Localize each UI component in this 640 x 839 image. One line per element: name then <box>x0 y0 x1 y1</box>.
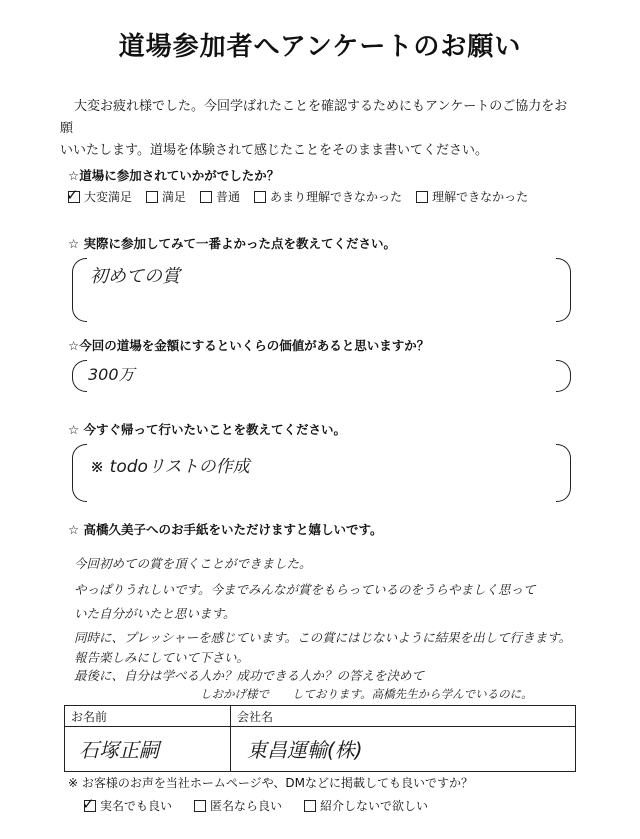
q5-label: ☆ 高橋久美子へのお手紙をいただけますと嬉しいです。 <box>68 522 383 537</box>
option-label: 満足 <box>162 190 187 204</box>
name-label: お名前 <box>71 710 108 724</box>
consent-option-real-name[interactable] <box>82 794 173 814</box>
q2-label: ☆ 実際に参加してみて一番よかった点を教えてください。 <box>68 236 397 251</box>
table-divider <box>65 726 575 727</box>
checkbox[interactable] <box>146 191 158 203</box>
checkbox[interactable] <box>200 191 212 203</box>
name-company-table <box>64 705 576 772</box>
q3-answer[interactable]: 300万 <box>88 365 135 384</box>
checkbox[interactable] <box>254 191 266 203</box>
answer-bracket-right <box>556 258 571 322</box>
checkbox[interactable] <box>304 800 316 812</box>
option-label: 実名でも良い <box>100 799 173 813</box>
q1-option-satisfied[interactable] <box>146 188 186 205</box>
name-field[interactable]: 石塚正嗣 <box>79 738 159 762</box>
answer-bracket-left <box>72 360 87 392</box>
consent-option-do-not-publish[interactable] <box>304 797 428 814</box>
company-label: 会社名 <box>237 710 274 724</box>
q1-options <box>66 185 529 205</box>
consent-options <box>82 794 429 814</box>
check-mark-icon: ✓ <box>82 794 95 813</box>
q1-option-not-understood[interactable] <box>416 188 528 205</box>
option-label: 匿名なら良い <box>210 799 283 813</box>
q1-option-very-satisfied[interactable] <box>66 185 133 205</box>
letter-line[interactable]: しおかげ様で しております。高橋先生から学んでいるのに。 <box>200 687 533 701</box>
q1-option-not-well-understood[interactable] <box>254 188 402 205</box>
letter-line[interactable]: 今回初めての賞を頂くことができました。 <box>74 556 312 571</box>
letter-line[interactable]: いた自分がいたと思います。 <box>74 606 236 621</box>
q4-answer[interactable]: ※ todoリストの作成 <box>90 457 250 477</box>
letter-line[interactable]: 最後に、自分は学べる人か？成功できる人か？の答えを決めて <box>74 668 425 683</box>
table-divider <box>230 706 231 771</box>
checkbox[interactable] <box>82 794 96 813</box>
q1-label: ☆道場に参加されていかがでしたか？ <box>68 168 280 183</box>
answer-bracket-right <box>556 360 571 392</box>
letter-line[interactable]: 同時に、プレッシャーを感じています。この賞にはじないように結果を出して行きます。 <box>74 630 572 645</box>
q3-label: ☆今回の道場を金額にするといくらの価値があると思いますか？ <box>68 338 430 353</box>
intro-line-2: いいたします。道場を体験されて感じたことをそのまま書いてください。 <box>60 143 488 158</box>
q4-label: ☆ 今すぐ帰って行いたいことを教えてください。 <box>68 422 347 437</box>
option-label: 大変満足 <box>84 190 133 204</box>
intro-line-1: 大変お疲れ様でした。今回学ばれたことを確認するためにもアンケートのご協力をお願 <box>60 99 568 136</box>
letter-line[interactable]: 報告楽しみにしていて下さい。 <box>74 650 250 665</box>
option-label: 普通 <box>216 190 241 204</box>
intro-text <box>60 96 580 162</box>
company-field[interactable]: 東昌運輸(株) <box>247 738 363 762</box>
consent-option-anonymous[interactable] <box>194 797 282 814</box>
answer-bracket-left <box>72 258 87 322</box>
page-title: 道場参加者へアンケートのお願い <box>118 32 522 62</box>
answer-bracket-left <box>72 444 87 502</box>
q2-answer[interactable]: 初めての賞 <box>90 266 180 287</box>
option-label: あまり理解できなかった <box>270 190 403 204</box>
check-mark-icon: ✓ <box>66 185 79 204</box>
checkbox[interactable] <box>416 191 428 203</box>
answer-bracket-right <box>556 444 571 502</box>
option-label: 理解できなかった <box>432 190 529 204</box>
letter-line[interactable]: やっぱりうれしいです。今までみんなが賞をもらっているのをうらやましく思って <box>74 582 536 597</box>
option-label: 紹介しないで欲しい <box>320 799 429 813</box>
checkbox[interactable] <box>66 185 80 204</box>
consent-question: ※ お客様のお声を当社ホームページや、DMなどに掲載しても良いですか？ <box>68 776 473 790</box>
q1-option-normal[interactable] <box>200 188 240 205</box>
checkbox[interactable] <box>194 800 206 812</box>
